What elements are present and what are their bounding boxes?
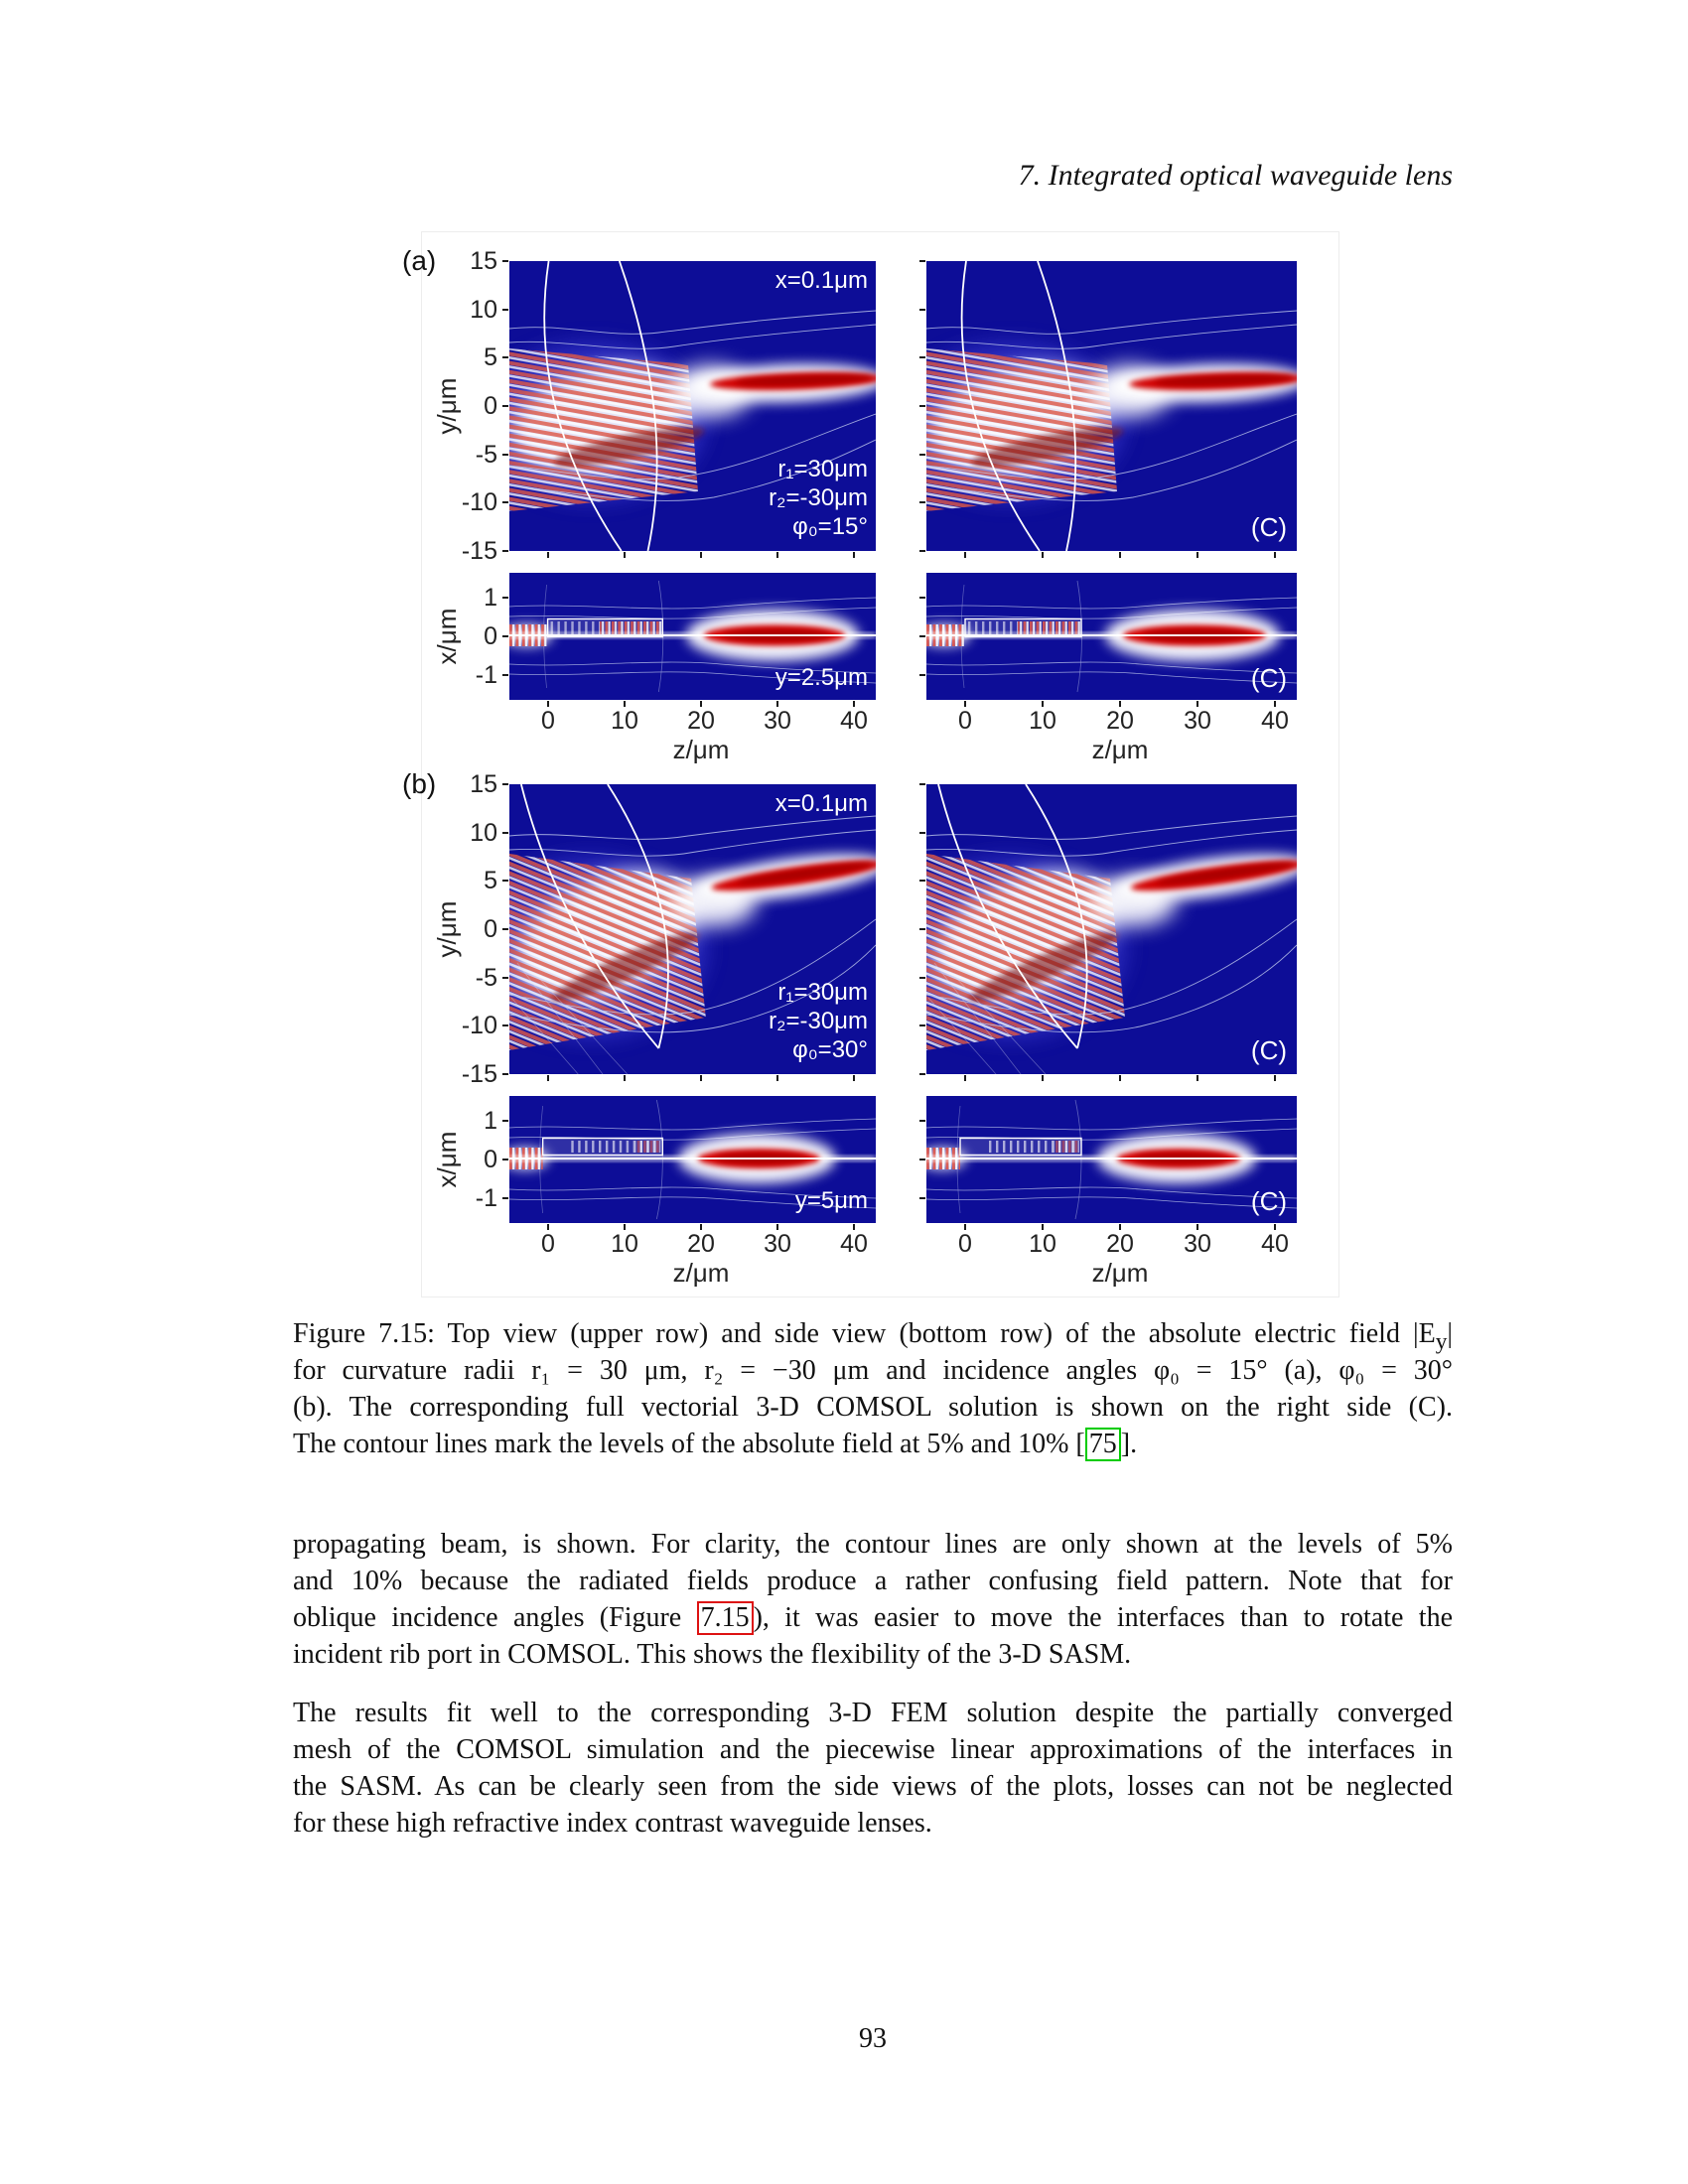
- body-paragraph-2: [293, 1695, 1453, 1842]
- axis-tick: [919, 405, 925, 407]
- axis-tick-label: 0: [541, 1230, 555, 1258]
- x-axis-label: x/μm: [432, 1131, 462, 1188]
- axis-tick: [502, 832, 508, 834]
- r1-annotation: r₁=30μm: [777, 456, 868, 482]
- axis-tick: [919, 597, 925, 599]
- axis-tick: [624, 552, 626, 558]
- axis-tick-label: 30: [1184, 1230, 1211, 1258]
- caption-line: (b). The corresponding full vectorial 3-D COMSOL solution is shown on the right side (C).: [293, 1392, 1453, 1423]
- axis-tick-label: 10: [1029, 707, 1056, 735]
- citation-link[interactable]: 75: [1085, 1428, 1121, 1461]
- axis-tick: [1119, 552, 1121, 558]
- body-text: oblique incidence angles (Figure: [293, 1602, 697, 1633]
- panel-b-label: (b): [402, 768, 437, 799]
- slice-annotation: x=0.1μm: [774, 790, 868, 817]
- panel-a-topview-sasm-plot: [509, 261, 876, 551]
- z-axis-label: z/μm: [672, 735, 730, 764]
- axis-tick: [502, 1197, 508, 1199]
- axis-tick: [502, 928, 508, 930]
- lens-parameters: [769, 455, 868, 541]
- axis-tick: [919, 880, 925, 882]
- axis-tick: [919, 674, 925, 676]
- y-axis-label: y/μm: [432, 377, 462, 435]
- panel-b-topview-comsol-plot: [926, 784, 1297, 1074]
- axis-tick: [502, 405, 508, 407]
- axis-tick: [624, 1075, 626, 1081]
- axis-tick: [1042, 1075, 1044, 1081]
- figure-reference-link[interactable]: 7.15: [697, 1601, 754, 1635]
- axis-tick: [919, 783, 925, 785]
- axis-tick: [502, 550, 508, 552]
- field-map: [926, 1096, 1297, 1223]
- axis-tick: [919, 1197, 925, 1199]
- axis-tick: [1119, 1075, 1121, 1081]
- caption-line: [293, 1315, 1453, 1355]
- caption-text: Figure 7.15: Top view (upper row) and side view (bottom row) of the absolute electric field |E: [293, 1318, 1436, 1349]
- axis-tick: [1196, 1075, 1198, 1081]
- y-axis-label: y/μm: [432, 900, 462, 958]
- axis-tick: [502, 783, 508, 785]
- axis-tick-label: 40: [1261, 707, 1289, 735]
- axis-tick: [919, 309, 925, 311]
- caption-text: ].: [1120, 1429, 1138, 1459]
- axis-tick: [502, 674, 508, 676]
- body-line: propagating beam, is shown. For clarity, the contour lines are only shown at the levels of 5%: [293, 1529, 1453, 1560]
- body-line: incident rib port in COMSOL. This shows the flexibility of the 3-D SASM.: [293, 1639, 1132, 1670]
- slice-annotation: y=2.5μm: [774, 664, 868, 691]
- axis-tick: [919, 1120, 925, 1122]
- axis-tick-label: -1: [475, 661, 497, 689]
- body-line: for these high refractive index contrast waveguide lenses.: [293, 1808, 932, 1839]
- panel-b-topview-sasm-plot: [509, 784, 876, 1074]
- phi-annotation: φ₀=30°: [792, 1036, 868, 1063]
- axis-tick: [1042, 552, 1044, 558]
- panel-a-sideview-sasm-plot: [509, 573, 876, 700]
- panel-a-topview-comsol-plot: [926, 261, 1297, 551]
- axis-tick: [919, 977, 925, 979]
- body-paragraph-1: [293, 1526, 1453, 1673]
- axis-tick: [502, 1024, 508, 1026]
- axis-tick: [502, 1073, 508, 1075]
- axis-tick-label: 40: [840, 707, 868, 735]
- axis-tick: [919, 1024, 925, 1026]
- axis-tick-label: 40: [1261, 1230, 1289, 1258]
- axis-tick: [919, 260, 925, 262]
- axis-tick-label: 0: [484, 1146, 497, 1173]
- body-line: mesh of the COMSOL simulation and the piecewise linear approximations of the interfaces in: [293, 1734, 1453, 1765]
- axis-tick: [853, 552, 855, 558]
- caption-line: for curvature radii r₁ = 30 μm, r₂ = −30 μm and incidence angles φ₀ = 15° (a), φ₀ = 30°: [293, 1355, 1453, 1386]
- axis-tick-label: 40: [840, 1230, 868, 1258]
- axis-tick-label: 20: [1106, 707, 1134, 735]
- axis-tick: [502, 260, 508, 262]
- field-map: [926, 261, 1297, 551]
- axis-tick: [919, 454, 925, 456]
- field-map: [926, 784, 1297, 1074]
- lens-parameters: [769, 978, 868, 1064]
- slice-annotation: y=5μm: [794, 1187, 868, 1214]
- body-line: The results fit well to the corresponding 3-D FEM solution despite the partially converged: [293, 1698, 1453, 1728]
- axis-tick: [776, 552, 778, 558]
- axis-tick: [1196, 552, 1198, 558]
- page-number: 93: [859, 2023, 887, 2054]
- axis-tick-label: -15: [461, 537, 497, 565]
- axis-tick-label: -5: [475, 964, 497, 992]
- panel-a-sideview-comsol-plot: [926, 573, 1297, 700]
- axis-tick: [700, 552, 702, 558]
- axis-tick: [547, 552, 549, 558]
- axis-tick-label: 5: [484, 867, 497, 894]
- axis-tick-label: 0: [484, 915, 497, 943]
- comsol-annotation: (C): [1250, 512, 1287, 542]
- axis-tick-label: 30: [764, 1230, 791, 1258]
- axis-tick: [1274, 1075, 1276, 1081]
- axis-tick: [919, 635, 925, 637]
- slice-annotation: x=0.1μm: [774, 267, 868, 294]
- axis-tick-label: -10: [461, 488, 497, 516]
- panel-a-label: (a): [402, 245, 437, 276]
- axis-tick: [1274, 552, 1276, 558]
- caption-text: |: [1447, 1318, 1453, 1349]
- field-distribution: [926, 1096, 1297, 1223]
- axis-tick-label: 0: [958, 1230, 972, 1258]
- axis-tick-label: -10: [461, 1012, 497, 1039]
- axis-tick-label: 10: [611, 1230, 638, 1258]
- x-axis-label: x/μm: [432, 608, 462, 665]
- axis-tick: [919, 928, 925, 930]
- axis-tick-label: 30: [1184, 707, 1211, 735]
- comsol-annotation: (C): [1250, 1035, 1287, 1065]
- phi-annotation: φ₀=15°: [792, 513, 868, 540]
- comsol-annotation: (C): [1250, 1186, 1287, 1216]
- body-line: the SASM. As can be clearly seen from the side views of the plots, losses can not be neglected: [293, 1771, 1453, 1802]
- axis-tick-label: -5: [475, 441, 497, 469]
- field-distribution: [926, 261, 1297, 551]
- r1-annotation: r₁=30μm: [777, 979, 868, 1006]
- field-map: [926, 573, 1297, 700]
- axis-tick-label: 10: [611, 707, 638, 735]
- z-axis-label: z/μm: [1091, 1258, 1149, 1288]
- axis-tick-label: 1: [484, 584, 497, 612]
- axis-tick: [502, 501, 508, 503]
- axis-tick-label: 15: [470, 770, 497, 798]
- z-axis-label: z/μm: [672, 1258, 730, 1288]
- axis-tick: [502, 1159, 508, 1160]
- caption-line: [293, 1426, 1453, 1462]
- r2-annotation: r₂=-30μm: [769, 1008, 868, 1034]
- axis-tick-label: 10: [470, 296, 497, 324]
- axis-tick-label: -15: [461, 1060, 497, 1088]
- axis-tick: [502, 309, 508, 311]
- axis-tick-label: 1: [484, 1107, 497, 1135]
- field-distribution: [926, 784, 1297, 1074]
- axis-tick: [964, 552, 966, 558]
- axis-tick: [502, 635, 508, 637]
- figure-caption: [293, 1315, 1453, 1462]
- axis-tick: [919, 832, 925, 834]
- body-line: and 10% because the radiated fields produce a rather confusing field pattern. Note that for: [293, 1566, 1453, 1596]
- axis-tick-label: 0: [541, 707, 555, 735]
- panel-b-sideview-comsol-plot: [926, 1096, 1297, 1223]
- axis-tick-label: 20: [1106, 1230, 1134, 1258]
- axis-tick: [502, 597, 508, 599]
- axis-tick-label: 10: [470, 819, 497, 847]
- axis-tick-label: -1: [475, 1184, 497, 1212]
- body-line: [293, 1599, 1453, 1636]
- axis-tick: [919, 501, 925, 503]
- axis-tick-label: 0: [958, 707, 972, 735]
- axis-tick: [502, 1120, 508, 1122]
- axis-tick-label: 0: [484, 622, 497, 650]
- axis-tick-label: 20: [687, 1230, 715, 1258]
- axis-tick: [919, 1159, 925, 1160]
- panel-b-sideview-sasm-plot: [509, 1096, 876, 1223]
- axis-tick: [919, 1073, 925, 1075]
- axis-tick-label: 10: [1029, 1230, 1056, 1258]
- r2-annotation: r₂=-30μm: [769, 484, 868, 511]
- axis-tick: [502, 977, 508, 979]
- caption-text: The contour lines mark the levels of the absolute field at 5% and 10% [: [293, 1429, 1085, 1459]
- axis-tick: [502, 880, 508, 882]
- axis-tick: [919, 356, 925, 358]
- axis-tick-label: 5: [484, 343, 497, 371]
- z-axis-label: z/μm: [1091, 735, 1149, 764]
- axis-tick-label: 15: [470, 247, 497, 275]
- axis-tick-label: 20: [687, 707, 715, 735]
- axis-tick: [964, 1075, 966, 1081]
- comsol-annotation: (C): [1250, 663, 1287, 693]
- axis-tick: [502, 454, 508, 456]
- axis-tick-label: 30: [764, 707, 791, 735]
- running-header: 7. Integrated optical waveguide lens: [1018, 159, 1453, 192]
- axis-tick: [919, 550, 925, 552]
- field-distribution: [926, 573, 1297, 700]
- axis-tick: [547, 1075, 549, 1081]
- axis-tick: [502, 356, 508, 358]
- axis-tick: [700, 1075, 702, 1081]
- body-text: ), it was easier to move the interfaces than to rotate the: [753, 1602, 1454, 1633]
- axis-tick-label: 0: [484, 392, 497, 420]
- axis-tick: [853, 1075, 855, 1081]
- caption-subscript: y: [1435, 1328, 1448, 1355]
- axis-tick: [776, 1075, 778, 1081]
